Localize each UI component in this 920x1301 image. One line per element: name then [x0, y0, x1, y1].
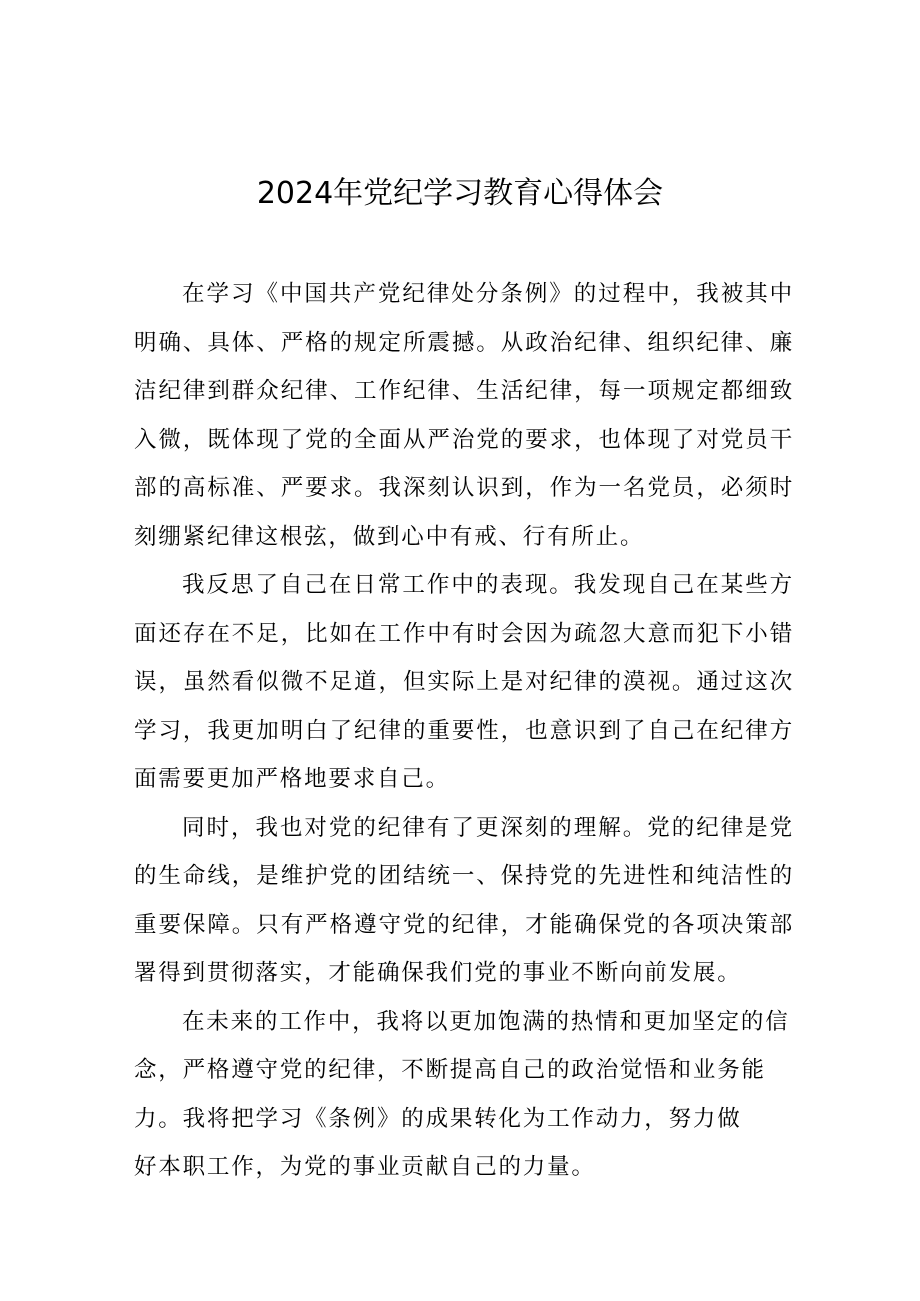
- document-body: [134, 270, 794, 1192]
- paragraph-1: 在学习《中国共产党纪律处分条例》的过程中，我被其中明确、具体、严格的规定所震撼。从政治纪律、组织纪律、廉洁纪律到群众纪律、工作纪律、生活纪律，每一项规定都细致入微，既体现了党的全面从严治党的要求，也体现了对党员干部的高标准、严要求。我深刻认识到，作为一名党员，必须时刻绷紧纪律这根弦，做到心中有戒、行有所止。: [134, 281, 794, 550]
- paragraph-4-line-2: 好本职工作，为党的事业贡献自己的力量。: [134, 1154, 596, 1180]
- paragraph-4-line-1: 在未来的工作中，我将以更加饱满的热情和更加坚定的信念，严格遵守党的纪律，不断提高自己的政治觉悟和业务能力。我将把学习《条例》的成果转化为工作动力，努力做: [134, 1008, 790, 1132]
- paragraph-3: 同时，我也对党的纪律有了更深刻的理解。党的纪律是党的生命线，是维护党的团结统一、保持党的先进性和纯洁性的重要保障。只有严格遵守党的纪律，才能确保党的各项决策部署得到贯彻落实，才能确保我们党的事业不断向前发展。: [134, 814, 794, 986]
- paragraph-2: 我反思了自己在日常工作中的表现。我发现自己在某些方面还存在不足，比如在工作中有时会因为疏忽大意而犯下小错误，虽然看似微不足道，但实际上是对纪律的漠视。通过这次学习，我更加明白了纪律的重要性，也意识到了自己在纪律方面需要更加严格地要求自己。: [134, 572, 794, 792]
- document-title: 2024年党纪学习教育心得体会: [256, 176, 664, 211]
- paragraph-4: [134, 998, 794, 1192]
